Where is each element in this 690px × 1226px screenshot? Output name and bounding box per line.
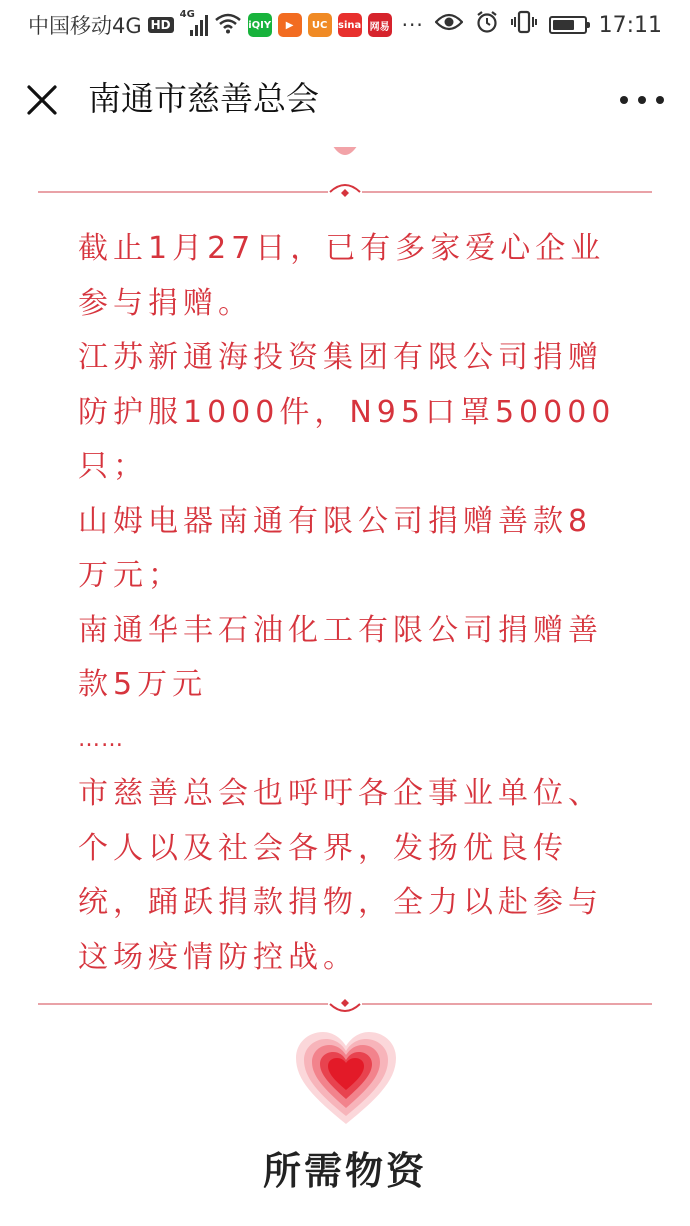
ornament-divider-top [38, 180, 652, 200]
more-dot-icon [638, 96, 646, 104]
status-left [28, 10, 424, 40]
status-bar [0, 0, 690, 50]
battery-icon [549, 16, 587, 34]
status-right [435, 10, 662, 40]
vibrate-icon [511, 10, 537, 40]
more-options-button[interactable] [620, 80, 664, 120]
notification-app-icons [248, 13, 392, 37]
hd-icon: HD [148, 17, 174, 33]
article-paragraph: 山姆电器南通有限公司捐赠善款8万元； [78, 503, 593, 593]
more-dot-icon [656, 96, 664, 104]
article-ellipsis: …… [78, 726, 124, 752]
uc-app-icon: UC [308, 13, 332, 37]
network-type-label: 4G [179, 9, 195, 20]
heart-decoration-top [329, 146, 361, 160]
nav-bar [0, 50, 690, 146]
heart-icon [296, 1032, 396, 1126]
article-body [78, 222, 618, 985]
alarm-icon [475, 10, 499, 40]
netease-app-icon: 网易 [368, 13, 392, 37]
ornament-divider-bottom [38, 996, 652, 1016]
more-dot-icon [620, 96, 628, 104]
signal-icon [179, 9, 208, 38]
article-paragraph: 市慈善总会也呼吁各企事业单位、个人以及社会各界，发扬优良传统，踊跃捐款捐物，全力以赴参与这场疫情防控战。 [78, 776, 603, 975]
article-paragraph: 截止1月27日，已有多家爱心企业参与捐赠。 [78, 231, 606, 321]
carrier-label: 中国移动4G [28, 14, 142, 38]
battery-level [553, 20, 575, 30]
video-app-icon: ▶ [278, 13, 302, 37]
clock-time: 17:11 [598, 12, 662, 38]
article-paragraph: 江苏新通海投资集团有限公司捐赠防护服1000件，N95口罩50000只； [78, 340, 616, 484]
article-paragraph: 南通华丰石油化工有限公司捐赠善款5万元 [78, 612, 603, 702]
page-title: 南通市慈善总会 [88, 79, 319, 118]
section-title: 所需物资 [262, 1149, 427, 1193]
sina-app-icon: sina [338, 13, 362, 37]
eye-icon [435, 12, 463, 38]
close-button[interactable] [22, 80, 62, 120]
close-icon [22, 80, 62, 120]
wifi-icon [214, 12, 242, 39]
more-notifications-icon: ··· [401, 13, 424, 37]
iqiyi-app-icon: iQIY [248, 13, 272, 37]
